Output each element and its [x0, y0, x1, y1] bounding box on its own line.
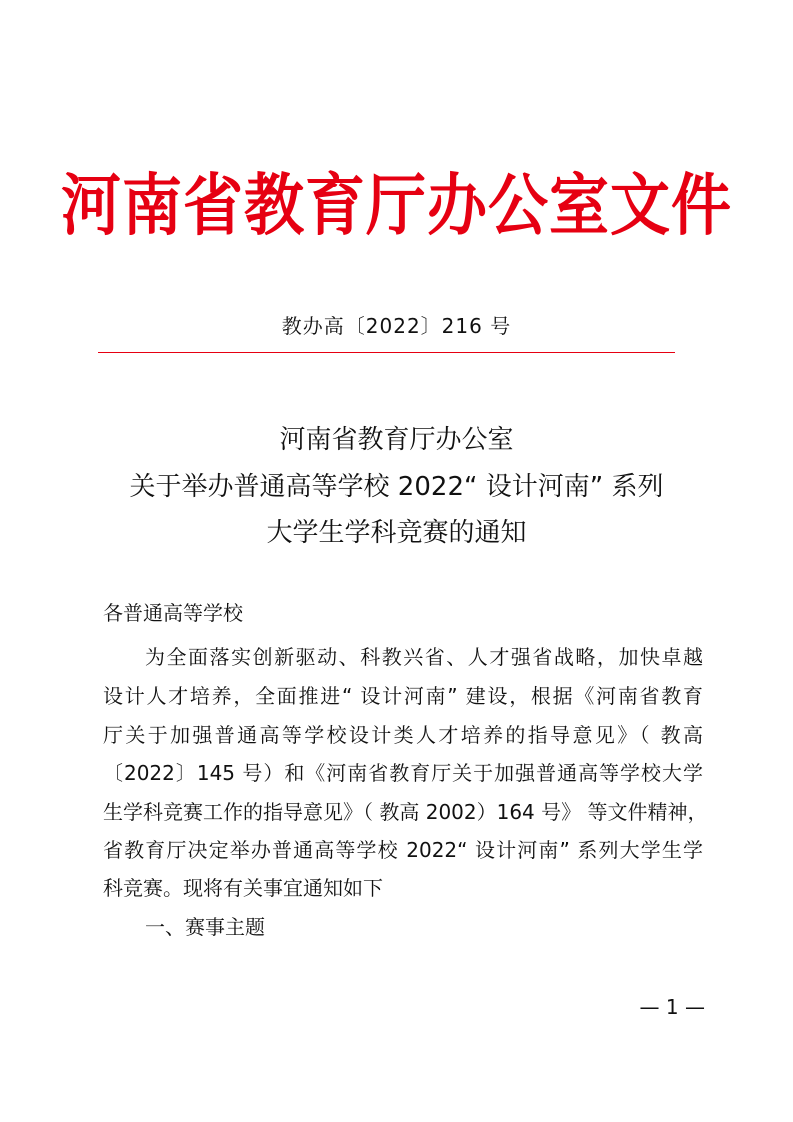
notice-title-line-2: 关于举办普通高等学校 2022“ 设计河南” 系列 — [129, 472, 664, 502]
page-number: — 1 — — [639, 995, 705, 1019]
body-line-5: 生学科竞赛工作的指导意见》（ 教高 2002）164 号》 等文件精神， — [103, 800, 708, 824]
salutation: 各普通高等学校 — [103, 601, 243, 625]
document-number: 教办高〔2022〕216 号 — [281, 314, 512, 338]
notice-title-line-3: 大学生学科竞赛的通知 — [266, 518, 527, 548]
section-heading: 一、赛事主题 — [145, 915, 265, 939]
body-line-3: 厅关于加强普通高等学校设计类人才培养的指导意见》（ 教高 — [103, 723, 703, 747]
body-line-2: 设计人才培养，全面推进“ 设计河南” 建设，根据《河南省教育 — [103, 684, 703, 708]
red-divider-line — [98, 352, 675, 353]
masthead-title: 河南省教育厅办公室文件 — [61, 166, 732, 246]
body-line-4: 〔2022〕145 号）和《河南省教育厅关于加强普通高等学校大学 — [103, 761, 703, 785]
body-line-7: 科竞赛。现将有关事宜通知如下 — [103, 876, 383, 900]
body-line-1: 为全面落实创新驱动、科教兴省、人才强省战略，加快卓越 — [145, 645, 703, 669]
notice-title-line-1: 河南省教育厅办公室 — [279, 425, 514, 455]
body-line-6: 省教育厅决定举办普通高等学校 2022“ 设计河南” 系列大学生学 — [103, 838, 703, 862]
